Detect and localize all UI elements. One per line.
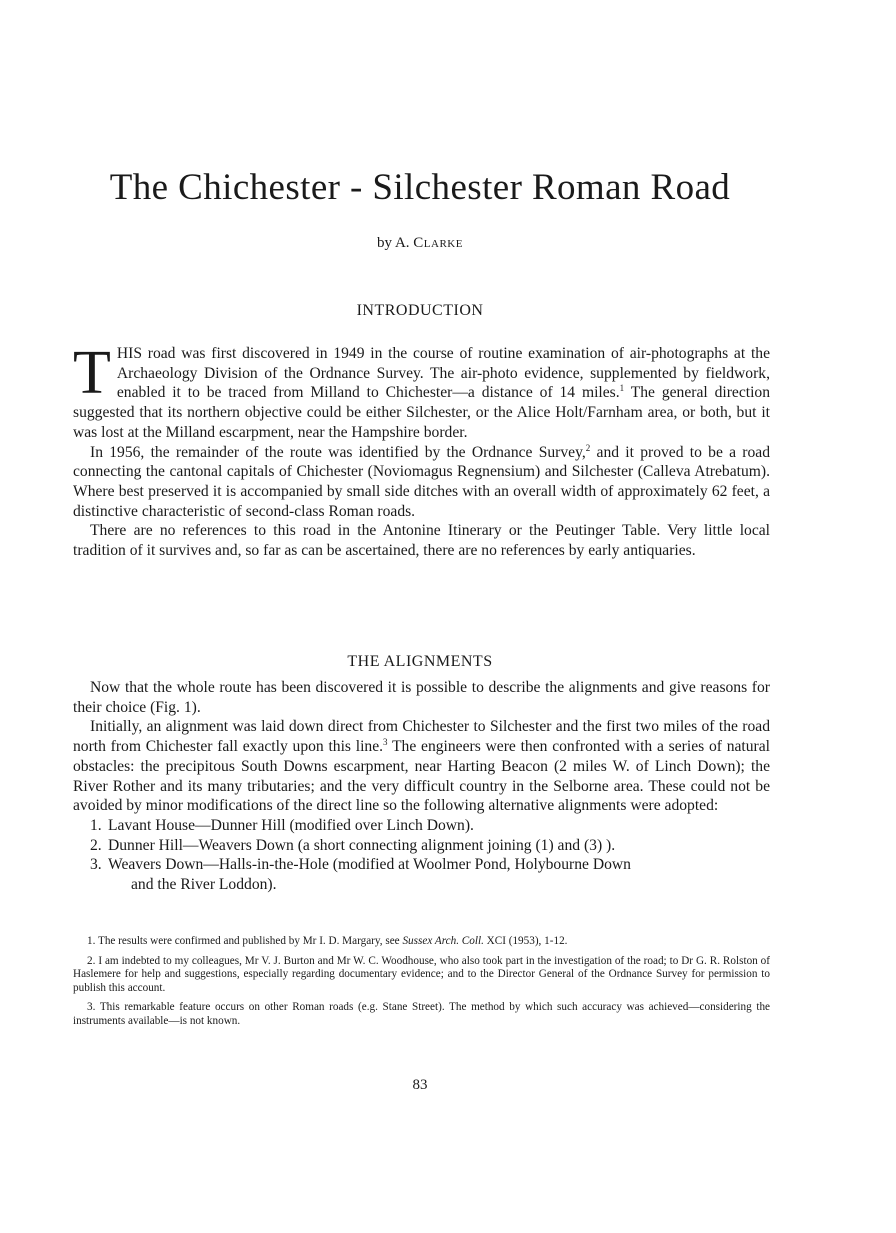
align-p2-text-b: The engineers were then confronted with a series of natural obstacles: the precipitous South Downs escarpment, near Harting Beacon (2 miles W. of Linch Down); the River Rother and its many tributaries; and the very difficult country in the Selborne area. These could not be avoided by minor modifications of the direct line so the following alternative alignments were adopted:	[73, 738, 770, 815]
intro-p2-text-b: and it proved to be a road connecting the cantonal capitals of Chichester (Noviomagus Regnensium) and Silchester (Calleva Atrebatum). Where best preserved it is accompanied by small side ditches with an overall width of approximately 62 feet, a distinctive characteristic of second-class Roman roads.	[73, 443, 771, 520]
footnote-2: 2. I am indebted to my colleagues, Mr V. J. Burton and Mr W. C. Woodhouse, who also took part in the investigation of the road; to Dr G. R. Rolston of Haslemere for help and suggestions, especially regarding documentary evidence; and to the Director General of the Ordnance Survey for permission to publish this account.	[73, 954, 770, 994]
article-title: The Chichester - Silchester Roman Road	[109, 167, 731, 208]
alignments-paragraph-2	[73, 717, 770, 816]
footnote-3: 3. This remarkable feature occurs on other Roman roads (e.g. Stane Street). The method by which such accuracy was achieved—considering the instruments available—is not known.	[73, 1001, 770, 1027]
footnote-ref-1[interactable]: 1	[619, 383, 625, 394]
footnote-1-text-a: The results were confirmed and published by Mr I. D. Margary, see	[95, 935, 403, 947]
list-item-number: 2.	[90, 836, 102, 854]
alignments-paragraph-1: Now that the whole route has been discovered it is possible to describe the alignments and give reasons for their choice (Fig. 1).	[73, 679, 770, 716]
list-item-text: Lavant House—Dunner Hill (modified over Linch Down).	[108, 816, 474, 834]
footnotes	[73, 935, 770, 1035]
list-item-text: Weavers Down—Halls-in-the-Hole (modified at Woolmer Pond, Holybourne Down	[108, 856, 631, 874]
introduction-heading: INTRODUCTION	[356, 302, 484, 319]
list-item	[73, 855, 770, 894]
alignment-list	[73, 816, 770, 895]
list-item	[73, 816, 770, 836]
intro-p1-text-a: HIS road was first discovered in 1949 in the course of routine examination of air-photographs at the Archaeology Division of the Ordnance Survey. The air-photo evidence, supplemented by fieldwork, enabled it to be traced from Milland to Chichester—a distance of 14 miles.	[116, 345, 770, 402]
list-item	[73, 836, 770, 856]
author-name: Clarke	[413, 235, 463, 251]
intro-paragraph-3: There are no references to this road in the Antonine Itinerary or the Peutinger Table. Very little local tradition of it survives and, so far as can be ascertained, there are no references by early antiquaries.	[73, 522, 770, 560]
align-p2-text-a: Initially, an alignment was laid down direct from Chichester to Silchester and the first two miles of the road north from Chichester fall exactly upon this line.	[73, 718, 770, 756]
footnote-1-text-b: XCI (1953), 1-12.	[483, 935, 568, 947]
list-item-continuation: and the River Loddon).	[131, 876, 277, 894]
footnote-ref-2[interactable]: 2	[585, 442, 591, 453]
byline	[0, 235, 840, 252]
footnote-1-journal: Sussex Arch. Coll.	[402, 935, 484, 947]
byline-prefix: by A.	[377, 235, 414, 251]
intro-paragraph-1	[73, 339, 771, 443]
alignments-heading: THE ALIGNMENTS	[347, 653, 493, 670]
drop-cap: T	[73, 339, 111, 407]
footnote-1	[73, 935, 770, 949]
introduction-body	[73, 339, 771, 561]
list-item-text: Dunner Hill—Weavers Down (a short connecting alignment joining (1) and (3) ).	[108, 836, 616, 854]
intro-paragraph-2	[73, 443, 770, 522]
footnote-1-number: 1.	[87, 935, 96, 947]
footnote-ref-3[interactable]: 3	[383, 737, 388, 748]
page-number: 83	[412, 1077, 428, 1093]
list-item-number: 3.	[90, 856, 102, 874]
list-item-number: 1.	[90, 816, 102, 834]
intro-p1-text-b: The general direction suggested that its northern objective could be either Silchester, or the Alice Holt/Farnham area, or both, but it was lost at the Milland escarpment, near the Hampshire border.	[73, 384, 771, 441]
alignments-body	[73, 678, 770, 895]
intro-p2-text-a: In 1956, the remainder of the route was identified by the Ordnance Survey,	[90, 443, 586, 461]
